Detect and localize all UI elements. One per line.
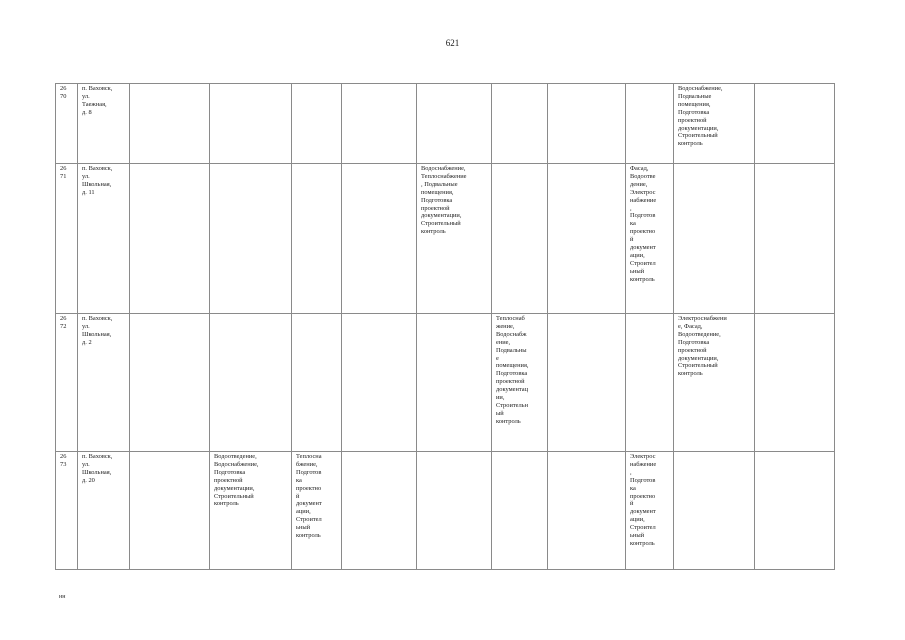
work-cell: [755, 164, 835, 314]
work-cell: [292, 84, 342, 164]
work-cell: [292, 164, 342, 314]
work-cell: [130, 84, 210, 164]
work-cell: [292, 314, 342, 452]
work-cell: [548, 84, 626, 164]
row-number-cell: 26 71: [56, 164, 78, 314]
work-cell: [417, 84, 492, 164]
address-cell: п. Ваховск, ул. Школьная, д. 20: [78, 452, 130, 570]
work-cell: [210, 84, 292, 164]
work-cell: Электроснабжени е, Фасад, Водоотведение, Подготовка проектной документации, Строительный контроль: [674, 314, 755, 452]
work-cell: [417, 452, 492, 570]
work-cell: Водоотведение, Водоснабжение, Подготовка проектной документации, Строительный контроль: [210, 452, 292, 570]
work-cell: [492, 84, 548, 164]
table-row: [56, 452, 835, 570]
work-cell: [342, 84, 417, 164]
work-cell: [342, 164, 417, 314]
address-cell: п. Ваховск, ул. Школьная, д. 2: [78, 314, 130, 452]
work-cell: [130, 314, 210, 452]
table-row: [56, 84, 835, 164]
work-cell: [626, 314, 674, 452]
work-cell: [548, 164, 626, 314]
work-cell: [210, 314, 292, 452]
work-cell: [626, 84, 674, 164]
work-cell: [130, 164, 210, 314]
work-cell: Теплосна бжение, Подготов ка проектно й документ ации, Строител ьный контроль: [292, 452, 342, 570]
row-number-cell: 26 73: [56, 452, 78, 570]
work-cell: Фасад, Водоотве дение, Электрос набжение , Подготов ка проектно й документ ации, Строител ьный контроль: [626, 164, 674, 314]
work-cell: [342, 314, 417, 452]
address-cell: п. Ваховск, ул. Школьная, д. 11: [78, 164, 130, 314]
work-cell: [210, 164, 292, 314]
work-cell: [417, 314, 492, 452]
work-cell: [548, 314, 626, 452]
table-row: [56, 164, 835, 314]
address-cell: п. Ваховск, ул. Таежная, д. 8: [78, 84, 130, 164]
work-cell: [130, 452, 210, 570]
work-cell: Теплоснаб жение, Водоснабж ение, Подвальны е помещения, Подготовка проектной документац ии, Строительн ый контроль: [492, 314, 548, 452]
work-cell: [492, 452, 548, 570]
work-cell: [342, 452, 417, 570]
work-cell: [755, 314, 835, 452]
work-cell: [548, 452, 626, 570]
work-cell: [674, 452, 755, 570]
work-cell: Водоснабжение, Теплоснабжение , Подвальные помещения, Подготовка проектной документации, Строительный контроль: [417, 164, 492, 314]
row-number-cell: 26 72: [56, 314, 78, 452]
work-cell: Водоснабжение, Подвальные помещения, Подготовка проектной документации, Строительный контроль: [674, 84, 755, 164]
work-cell: [492, 164, 548, 314]
row-number-cell: 26 70: [56, 84, 78, 164]
footer-mark: нн: [59, 594, 66, 600]
renovation-schedule-table: [55, 83, 835, 570]
work-cell: [674, 164, 755, 314]
table-row: [56, 314, 835, 452]
work-cell: [755, 84, 835, 164]
page-number: 621: [445, 38, 460, 48]
work-cell: Электрос набжение , Подготов ка проектно й документ ации, Строител ьный контроль: [626, 452, 674, 570]
work-cell: [755, 452, 835, 570]
